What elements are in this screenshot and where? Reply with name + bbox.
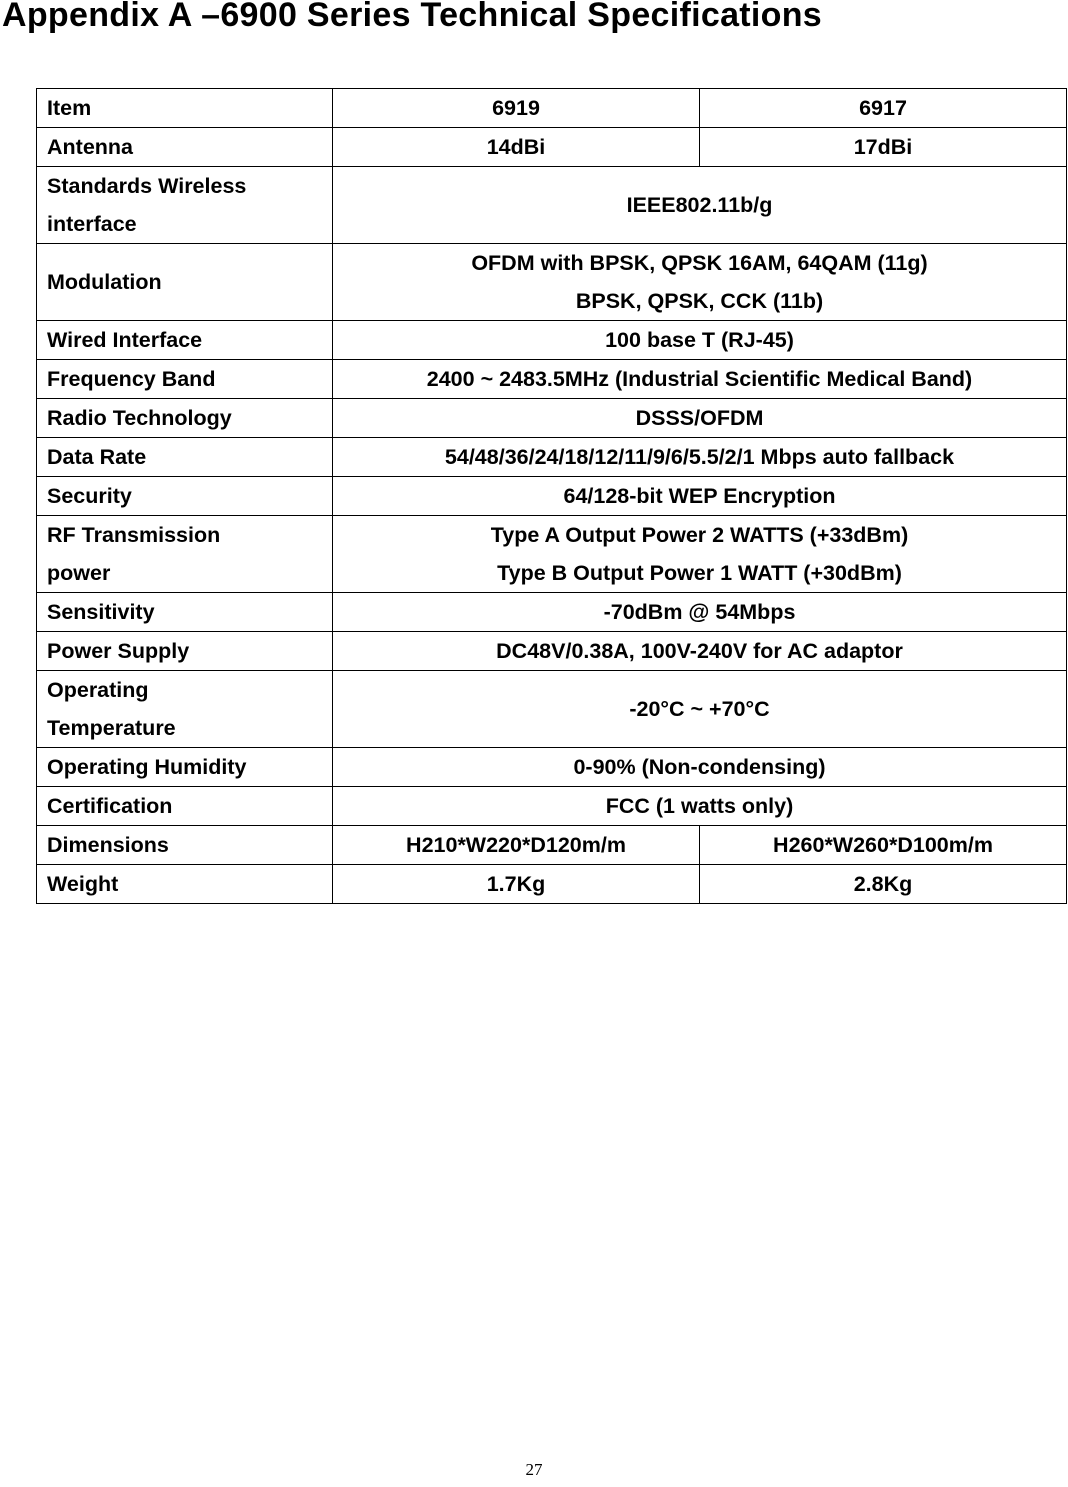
table-row-modulation [37,244,1067,321]
row-label: Radio Technology [37,399,333,438]
cell-6919: 14dBi [333,128,700,167]
cell-value: 64/128-bit WEP Encryption [333,477,1067,516]
cell-value: 2400 ~ 2483.5MHz (Industrial Scientific Medical Band) [333,360,1067,399]
row-label: Sensitivity [37,593,333,632]
cell-6917: H260*W260*D100m/m [700,826,1067,865]
row-label: Modulation [37,244,333,321]
page-title: Appendix A –6900 Series Technical Specifications [2,0,823,34]
cell-value: 0-90% (Non-condensing) [333,748,1067,787]
table-row-dimensions [37,826,1067,865]
table-row-security [37,477,1067,516]
cell-value: FCC (1 watts only) [333,787,1067,826]
cell-value: -20°C ~ +70°C [333,671,1067,748]
cell-value: -70dBm @ 54Mbps [333,593,1067,632]
header-item: Item [37,89,333,128]
table-row-operating-temperature [37,671,1067,748]
table-row-power-supply [37,632,1067,671]
table-header-row [37,89,1067,128]
cell-value: 54/48/36/24/18/12/11/9/6/5.5/2/1 Mbps auto fallback [333,438,1067,477]
table-row-antenna [37,128,1067,167]
page-number: 27 [525,1460,543,1479]
cell-value: OFDM with BPSK, QPSK 16AM, 64QAM (11g) BPSK, QPSK, CCK (11b) [333,244,1067,321]
row-label: Data Rate [37,438,333,477]
table-row-standards [37,167,1067,244]
table-row-wired-interface [37,321,1067,360]
table-row-frequency-band [37,360,1067,399]
table-row-operating-humidity [37,748,1067,787]
cell-value: DC48V/0.38A, 100V-240V for AC adaptor [333,632,1067,671]
row-label: Operating Temperature [37,671,333,748]
row-label: RF Transmission power [37,516,333,593]
row-label: Weight [37,865,333,904]
table-row-data-rate [37,438,1067,477]
cell-6919: 1.7Kg [333,865,700,904]
cell-value: DSSS/OFDM [333,399,1067,438]
row-label: Security [37,477,333,516]
cell-6917: 2.8Kg [700,865,1067,904]
row-label: Operating Humidity [37,748,333,787]
cell-value: Type A Output Power 2 WATTS (+33dBm) Type B Output Power 1 WATT (+30dBm) [333,516,1067,593]
cell-value: IEEE802.11b/g [333,167,1067,244]
header-model-6919: 6919 [333,89,700,128]
row-label: Certification [37,787,333,826]
table-row-sensitivity [37,593,1067,632]
table-row-radio-technology [37,399,1067,438]
cell-6919: H210*W220*D120m/m [333,826,700,865]
cell-6917: 17dBi [700,128,1067,167]
table-row-weight [37,865,1067,904]
row-label: Dimensions [37,826,333,865]
row-label: Standards Wireless interface [37,167,333,244]
row-label: Wired Interface [37,321,333,360]
row-label: Frequency Band [37,360,333,399]
header-model-6917: 6917 [700,89,1067,128]
table-row-rf-transmission [37,516,1067,593]
row-label: Antenna [37,128,333,167]
cell-value: 100 base T (RJ-45) [333,321,1067,360]
specifications-table [36,88,1067,904]
table-row-certification [37,787,1067,826]
row-label: Power Supply [37,632,333,671]
